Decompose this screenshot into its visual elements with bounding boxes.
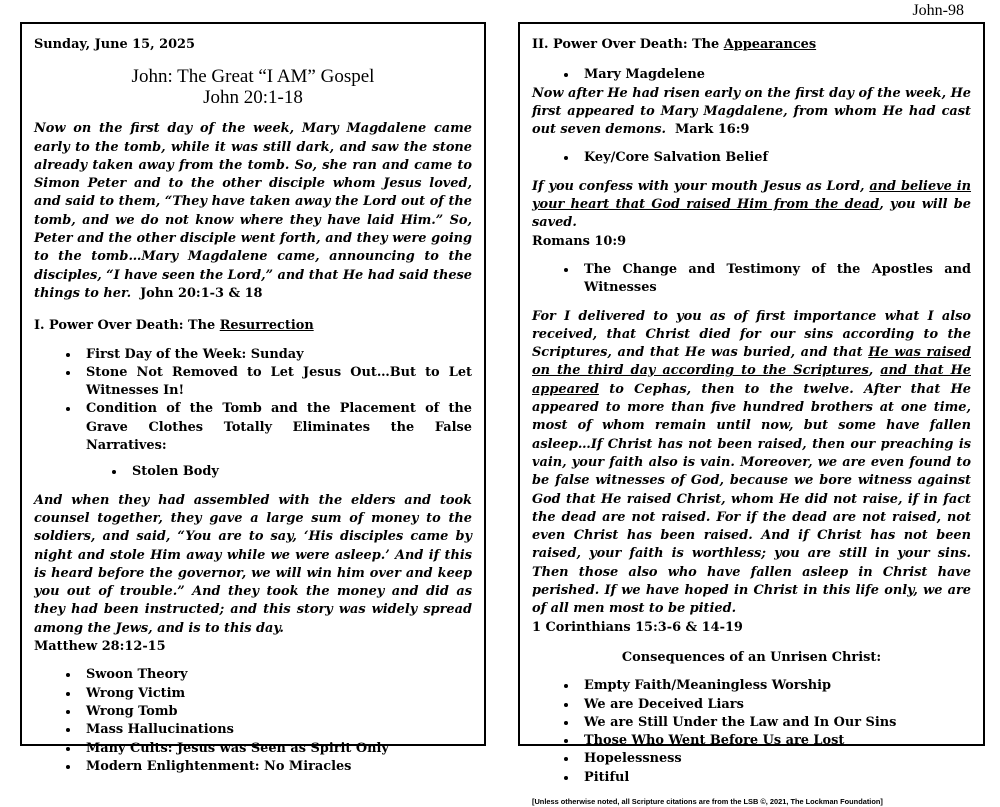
list-item: • Swoon Theory	[80, 666, 472, 684]
section-2-heading	[532, 36, 971, 54]
cor-quote-underlined-1: He was raised on the third day according to the Scriptures	[532, 345, 972, 379]
section-1-prefix: I. Power Over Death: The	[34, 318, 220, 334]
list-item: • Key/Core Salvation Belief	[578, 149, 971, 167]
left-panel	[20, 22, 486, 774]
mary-list	[532, 66, 971, 84]
apostles-list	[532, 261, 971, 298]
consequences-list	[532, 677, 971, 787]
section-1-underlined: Resurrection	[219, 318, 314, 334]
corinthians-quote	[532, 308, 971, 637]
list-item: • Stone Not Removed to Let Jesus Out…But to Let Witnesses In!	[80, 364, 472, 401]
cor-quote-b: to Cephas, then to the twelve. After that He appeared to more than five hundred brothers at one time, most of whom remain until now, but some have fallen asleep…If Christ has not been raised, then our preaching is vain, your faith also is vain. Moreover, we are even found to be false witnesses of God, because we bore witness against God that He raised Christ, whom He did not raise, if in fact the dead are not raised. For if the dead are not raised, not even Christ has been raised. And if Christ has not been raised, your faith is worthless; you are still in your sins. Then those also who have fallen asleep in Christ have perished. If we have hoped in Christ in this life only, we are of all men most to be pitied.	[532, 381, 971, 617]
page-number: John-98	[912, 2, 964, 19]
list-item: • Mass Hallucinations	[80, 721, 472, 739]
title-line-1: John: The Great “I AM” Gospel	[131, 66, 375, 88]
cor-quote-mid: ,	[868, 363, 881, 379]
date: Sunday, June 15, 2025	[34, 37, 195, 52]
title-line-2: John 20:1-18	[203, 87, 303, 109]
belief-list	[532, 149, 971, 167]
sermon-title	[34, 66, 472, 108]
list-item: • Stolen Body	[126, 463, 472, 481]
romans-quote-a: If you confess with your mouth Jesus as Lord,	[532, 178, 870, 194]
list-item: • We are Deceived Liars	[578, 696, 971, 714]
list-item: • Those Who Went Before Us are Lost	[578, 732, 971, 750]
mark-ref: Mark 16:9	[674, 122, 750, 138]
cor-quote-underlined-2: and that He appeared	[532, 363, 971, 397]
section-2-underlined: Appearances	[723, 37, 817, 52]
list-item: • Empty Faith/Meaningless Worship	[578, 677, 971, 695]
list-item: • Modern Enlightenment: No Miracles	[80, 758, 472, 776]
section-1-list	[34, 346, 472, 456]
romans-quote-b: , you will be saved.	[532, 197, 971, 231]
list-item: • Hopelessness	[578, 750, 971, 768]
romans-quote	[532, 178, 971, 251]
opening-ref: John 20:1-3 & 18	[140, 285, 263, 301]
list-item: • Wrong Tomb	[80, 703, 472, 721]
list-item: • Mary Magdelene	[578, 66, 971, 84]
list-item: • Condition of the Tomb and the Placement of the Grave Clothes Totally Eliminates the False Narratives:	[80, 400, 472, 455]
list-item: • Many Cults: Jesus was Seen as Spirit Only	[80, 740, 472, 758]
theories-list	[34, 666, 472, 776]
section-1-heading	[34, 317, 472, 335]
corinthians-ref: 1 Corinthians 15:3-6 & 14-19	[532, 619, 743, 635]
list-item: • First Day of the Week: Sunday	[80, 346, 472, 364]
list-item: • The Change and Testimony of the Apostles and Witnesses	[578, 261, 971, 298]
opening-quote-text: Now on the first day of the week, Mary Magdalene came early to the tomb, while it was still dark, and saw the stone already taken away from the tomb. So, she ran and came to Simon Peter and to the other disciple whom Jesus loved, and said to them, “They have taken away the Lord out of the tomb, and we do not know where they have laid Him.” So, Peter and the other disciple went forth, and they were going to the tomb…Mary Magdalene came, announcing to the disciples, “I have seen the Lord,” and that He had said these things to her.	[34, 121, 472, 301]
mark-quote	[532, 85, 971, 140]
romans-quote-underlined: and believe in your heart that God raised Him from the dead	[532, 178, 972, 213]
right-panel	[518, 22, 985, 806]
list-item: • Pitiful	[578, 769, 971, 787]
cor-quote-a: For I delivered to you as of first importance what I also received, that Christ died for our sins according to the Scriptures, and that He was buried, and that	[532, 308, 971, 361]
list-item: • Wrong Victim	[80, 685, 472, 703]
matthew-ref: Matthew 28:12-15	[34, 639, 166, 655]
section-2-prefix: II. Power Over Death: The	[532, 37, 724, 52]
footnote: [Unless otherwise noted, all Scripture citations are from the LSB ©, 2021, The Lockman Foundation]	[532, 796, 883, 806]
opening-quote	[34, 120, 472, 303]
romans-ref: Romans 10:9	[532, 233, 627, 249]
list-item: • We are Still Under the Law and In Our Sins	[578, 714, 971, 732]
sub-list	[34, 463, 472, 481]
matthew-quote-text: And when they had assembled with the elders and took counsel together, they gave a large sum of money to the soldiers, and said, “You are to say, ‘His disciples came by night and stole Him away while we were asleep.’ And if this is heard before the governor, we will win him over and keep you out of trouble.” And they took the money and did as they had been instructed; and this story was widely spread among the Jews, and is to this day.	[34, 492, 472, 636]
consequences-heading: Consequences of an Unrisen Christ:	[621, 649, 882, 665]
matthew-quote	[34, 492, 472, 657]
mark-quote-text: Now after He had risen early on the first day of the week, He first appeared to Mary Magdalene, from whom He had cast out seven demons.	[532, 85, 971, 138]
